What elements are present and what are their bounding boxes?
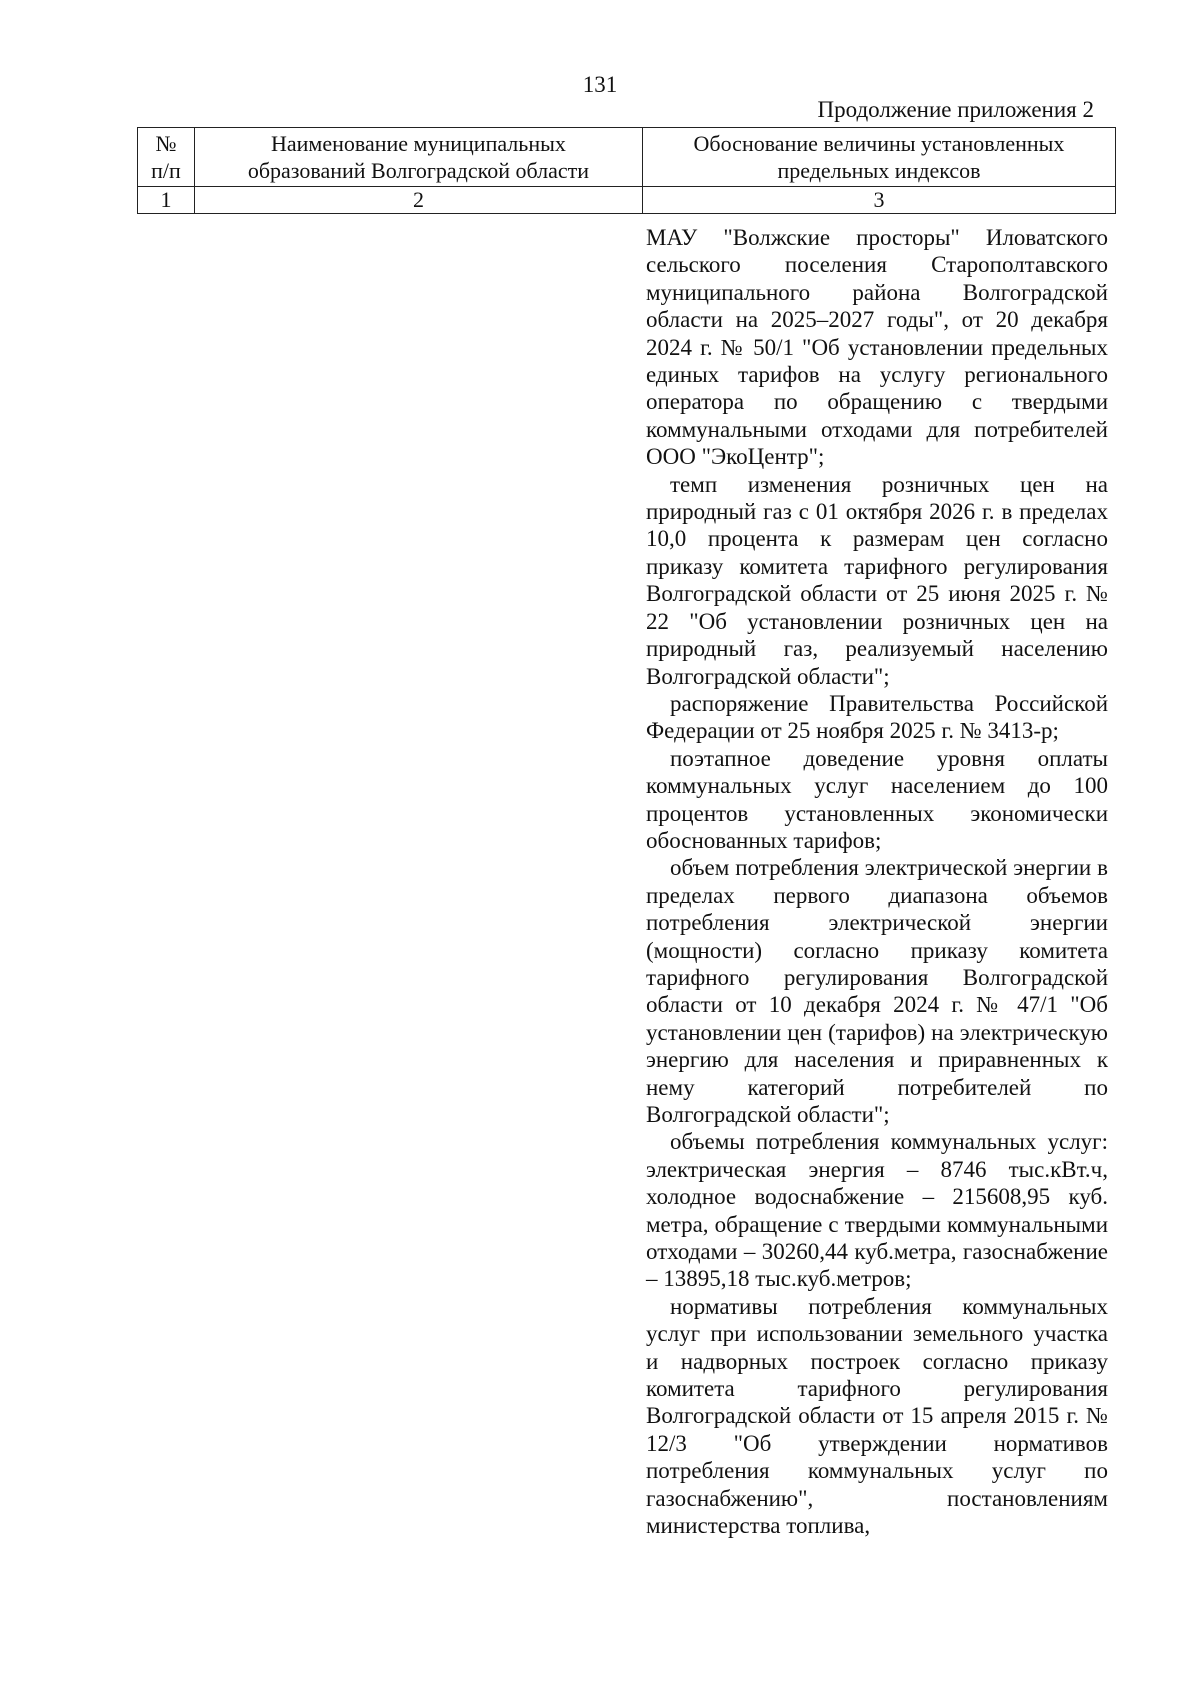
paragraph-government-order: распоряжение Правительства Российской Федерации от 25 ноября 2025 г. № 3413-р;	[646, 690, 1108, 744]
header-cell-justification-line-2: предельных индексов	[777, 158, 981, 183]
column-number-1: 1	[138, 187, 195, 214]
appendix-continuation-note: Продолжение приложения 2	[817, 97, 1094, 122]
header-cell-municipality-line-2: образований Волгоградской области	[247, 158, 590, 183]
justification-text	[646, 224, 1108, 1540]
paragraph-gas-price-rate: темп изменения розничных цен на природный газ с 01 октября 2026 г. в пределах 10,0 процента к размерам цен согласно приказу комитета тарифного регулирования Волгоградской области от 25 июня 2025 г. № 22 "Об установлении розничных цен на природный газ, реализуемый населению Волгоградской области";	[646, 471, 1108, 689]
paragraph-mau-tariffs: МАУ "Волжские просторы" Иловатского сельского поселения Старополтавского муниципального района Волгоградской области на 2025–2027 годы", от 20 декабря 2024 г. № 50/1 "Об установлении предельных единых тарифов на услугу регионального оператора по обращению с твердыми коммунальными отходами для потребителей ООО "ЭкоЦентр";	[646, 225, 1108, 470]
header-table	[137, 127, 1116, 214]
column-number-3: 3	[642, 187, 1115, 214]
header-cell-number-line-1: №	[155, 131, 177, 156]
column-number-2: 2	[194, 187, 642, 214]
header-cell-number-line-2: п/п	[151, 158, 181, 183]
header-cell-justification	[642, 128, 1115, 187]
paragraph-electricity-consumption: объем потребления электрической энергии в пределах первого диапазона объемов потребления электрической энергии (мощности) согласно приказу комитета тарифного регулирования Волгоградской области от 10 декабря 2024 г. № 47/1 "Об установлении цен (тарифов) на электрическую энергию для населения и приравненных к нему категорий потребителей по Волгоградской области";	[646, 855, 1108, 1127]
paragraph-utility-volumes: объемы потребления коммунальных услуг: электрическая энергия – 8746 тыс.кВт.ч, холодное водоснабжение – 215608,95 куб. метра, обращение с твердыми коммунальными отходами – 30260,44 куб.метра, газоснабжение – 13895,18 тыс.куб.метров;	[646, 1129, 1108, 1292]
header-cell-number	[138, 128, 195, 187]
paragraph-payment-level: поэтапное доведение уровня оплаты коммунальных услуг населением до 100 процентов установленных экономически обоснованных тарифов;	[646, 745, 1108, 853]
header-cell-municipality	[194, 128, 642, 187]
header-cell-municipality-line-1: Наименование муниципальных	[271, 131, 566, 156]
header-cell-justification-line-1: Обоснование величины установленных	[693, 131, 1065, 156]
table-column-numbers-row	[138, 187, 1116, 214]
paragraph-consumption-norms: нормативы потребления коммунальных услуг при использовании земельного участка и надворных построек согласно приказу комитета тарифного регулирования Волгоградской области от 15 апреля 2015 г. № 12/3 "Об утверждении нормативов потребления коммунальных услуг по газоснабжению", постановлениям министерства топлива,	[646, 1293, 1108, 1539]
page-number: 131	[582, 72, 618, 97]
table-header-row	[138, 128, 1116, 187]
